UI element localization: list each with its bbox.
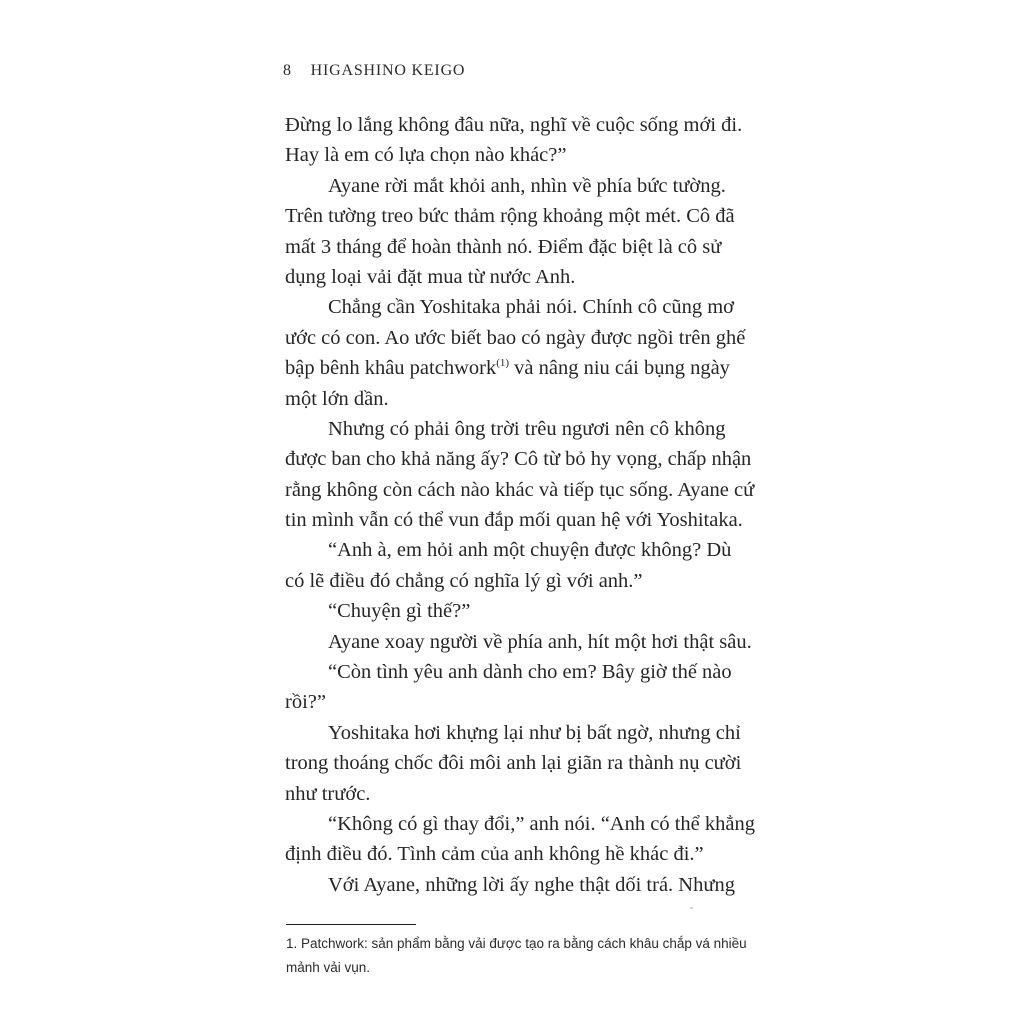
text-line: Hay là em có lựa chọn nào khác?” [285, 144, 567, 167]
text-line: ước có con. Ao ước biết bao có ngày được ngồi trên ghế [285, 326, 746, 349]
text-line: “Còn tình yêu anh dành cho em? Bây giờ thế nào [328, 661, 732, 684]
text-line: định điều đó. Tình cảm của anh không hề khác đi.” [285, 843, 704, 866]
footnote-marker: (1) [496, 357, 510, 370]
text-line: Yoshitaka hơi khựng lại như bị bất ngờ, nhưng chỉ [328, 721, 741, 744]
text-segment: bập bênh khâu patchwork [285, 357, 497, 380]
paper-speck [690, 907, 693, 909]
text-line: Chẳng cần Yoshitaka phải nói. Chính cô cũng mơ [328, 296, 734, 319]
text-line: được ban cho khả năng ấy? Cô từ bỏ hy vọng, chấp nhận [285, 448, 752, 471]
text-line: “Không có gì thay đổi,” anh nói. “Anh có thể khẳng [328, 812, 755, 835]
footnote-line: mảnh vải vụn. [286, 960, 371, 975]
footnote [286, 932, 806, 980]
text-line: Nhưng có phải ông trời trêu ngươi nên cô không [328, 417, 726, 440]
text-line: Trên tường treo bức thảm rộng khoảng một mét. Cô đã [285, 205, 735, 228]
text-line: rồi?” [285, 691, 326, 714]
text-line: trong thoáng chốc đôi môi anh lại giãn ra thành nụ cười [285, 752, 742, 775]
text-line: rằng không còn cách nào khác và tiếp tục sống. Ayane cứ [285, 478, 755, 501]
text-line: một lớn dần. [285, 387, 389, 410]
text-line [285, 353, 800, 383]
text-line: như trước. [285, 782, 371, 805]
text-line: Ayane rời mắt khỏi anh, nhìn về phía bức tường. [328, 174, 726, 197]
text-line: dụng loại vải đặt mua từ nước Anh. [285, 265, 576, 288]
running-header [283, 62, 465, 80]
text-line: Đừng lo lắng không đâu nữa, nghĩ về cuộc sống mới đi. [285, 114, 743, 136]
text-line: Với Ayane, những lời ấy nghe thật dối trá. Nhưng [328, 873, 735, 896]
footnote-divider [286, 924, 416, 925]
footnote-line: 1. Patchwork: sản phẩm bằng vải được tạo ra bằng cách khâu chắp vá nhiều [286, 936, 747, 951]
text-line: tin mình vẫn có thể vun đắp mối quan hệ với Yoshitaka. [285, 509, 743, 532]
text-line: “Anh à, em hỏi anh một chuyện được không? Dù [328, 539, 732, 562]
page-number: 8 [283, 62, 292, 79]
body-text [285, 110, 800, 900]
text-line: có lẽ điều đó chẳng có nghĩa lý gì với anh.” [285, 569, 643, 592]
text-line: “Chuyện gì thế?” [328, 600, 471, 623]
author-name: HIGASHINO KEIGO [310, 62, 466, 79]
text-line: mất 3 tháng để hoàn thành nó. Điểm đặc biệt là cô sử [285, 235, 722, 258]
text-line: Ayane xoay người về phía anh, hít một hơi thật sâu. [328, 630, 752, 653]
text-segment: và nâng niu cái bụng ngày [509, 357, 730, 380]
